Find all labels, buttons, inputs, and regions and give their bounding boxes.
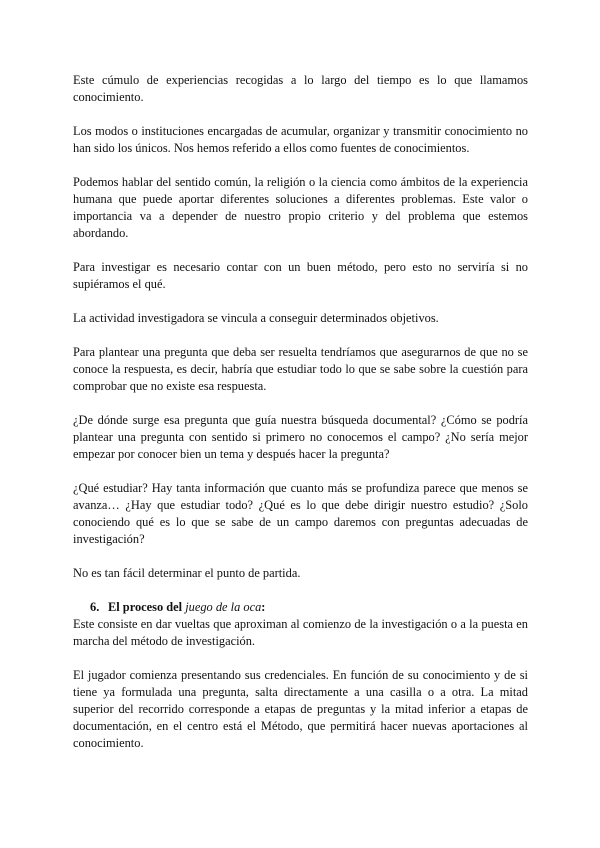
paragraph-busqueda: ¿De dónde surge esa pregunta que guía nuestra búsqueda documental? ¿Cómo se podría plantear una pregunta con sentido si primero no conocemos el campo? ¿No sería mejor empezar por conocer bien un tema y después hacer la pregunta? [73,413,528,461]
section-title-italic: juego de la oca [185,600,262,614]
paragraph-fuentes: Los modos o instituciones encargadas de acumular, organizar y transmitir conocimiento no han sido los únicos. Nos hemos referido a ellos como fuentes de conocimientos. [73,124,528,155]
section-title-bold: El proceso del [108,600,186,614]
paragraph-objetivos: La actividad investigadora se vincula a conseguir determinados objetivos. [73,311,439,325]
section-title-end: : [261,600,266,614]
document-page [73,72,528,769]
paragraph-vueltas: Este consiste en dar vueltas que aproximan al comienzo de la investigación o a la puesta en marcha del método de investigación. [73,617,528,648]
paragraph-conocimiento: Este cúmulo de experiencias recogidas a lo largo del tiempo es lo que llamamos conocimiento. [73,73,528,104]
section-number: 6. [90,600,100,614]
paragraph-punto-partida: No es tan fácil determinar el punto de partida. [73,566,301,580]
section-heading [73,599,528,616]
paragraph-metodo: Para investigar es necesario contar con un buen método, pero esto no serviría si no supiéramos el qué. [73,260,528,291]
paragraph-que-estudiar: ¿Qué estudiar? Hay tanta información que cuanto más se profundiza parece que menos se avanza… ¿Hay que estudiar todo? ¿Qué es lo que debe dirigir nuestro estudio? ¿Solo conociendo qué es lo que se sabe de un campo daremos con preguntas adecuadas de investigación? [73,481,528,546]
paragraph-pregunta: Para plantear una pregunta que deba ser resuelta tendríamos que asegurarnos de que no se conoce la respuesta, es decir, habría que estudiar todo lo que se sabe sobre la cuestión para comprobar que no existe esa respuesta. [73,345,528,393]
paragraph-ambitos: Podemos hablar del sentido común, la religión o la ciencia como ámbitos de la experiencia humana que puede aportar diferentes soluciones a diferentes problemas. Este valor o importancia va a depender de nuestro propio criterio y del problema que estemos abordando. [73,175,528,240]
paragraph-jugador: El jugador comienza presentando sus credenciales. En función de su conocimiento y de si tiene ya formulada una pregunta, salta directamente a una casilla o a otra. La mitad superior del recorrido corresponde a etapas de preguntas y la mitad inferior a etapas de documentación, en el centro está el Método, que permitirá hacer nuevas aportaciones al conocimiento. [73,668,528,750]
